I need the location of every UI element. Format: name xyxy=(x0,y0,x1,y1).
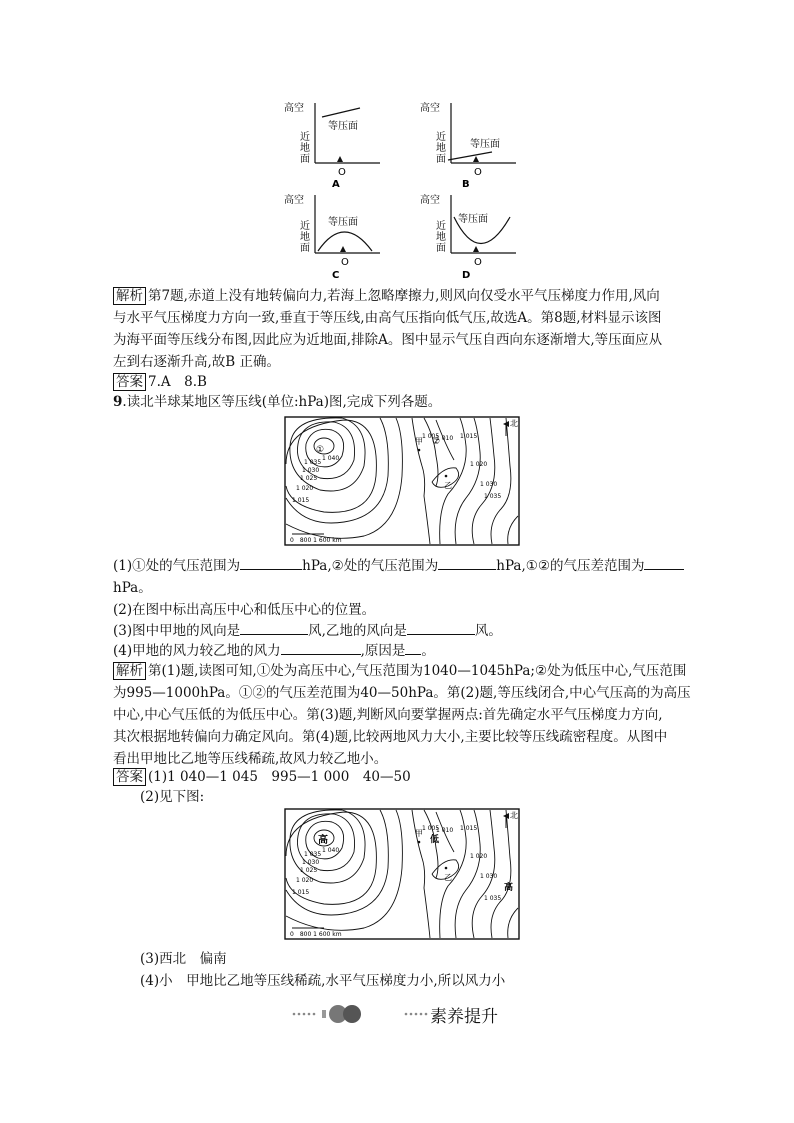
diagram-d-high: 高空 xyxy=(420,195,440,206)
scale-label: 0 800 1 600 km xyxy=(290,931,342,938)
q9-1-text: hPa,②处的气压范围为 xyxy=(302,558,439,574)
diagram-d-isobar: 等压面 xyxy=(458,214,488,225)
diagram-c-origin: O xyxy=(341,257,349,268)
question-9-stem xyxy=(113,391,441,413)
diagram-c-near3: 面 xyxy=(300,243,310,254)
q9-4-text: (4)甲地的风力较乙地的风力 xyxy=(113,643,281,659)
isobar-label: 1 005 xyxy=(422,433,440,440)
isobar-label: 1 035 xyxy=(484,895,502,902)
q9-4 xyxy=(113,640,435,662)
answer-line: (1)1 040—1 045 995—1 000 40—50 xyxy=(148,769,411,785)
diagram-a-high: 高空 xyxy=(284,103,304,114)
isobar-label: 1 010 xyxy=(436,827,454,834)
isobar-label: 1 030 xyxy=(302,467,320,474)
diagram-d-near3: 面 xyxy=(436,243,446,254)
diagram-a-origin: O xyxy=(338,167,346,178)
analysis-line: 看出甲地比乙地等压线稀疏,故风力较乙地小。 xyxy=(113,751,388,767)
diagram-b-isobar: 等压面 xyxy=(470,139,500,150)
q9-1-end: hPa。 xyxy=(113,580,152,596)
isobar-label: 1 005 xyxy=(422,825,440,832)
q9-4-text: 。 xyxy=(421,643,435,659)
diagram-b-near1: 近 xyxy=(436,132,446,143)
yi-label: 乙 xyxy=(444,873,452,882)
analysis-line: 第(1)题,读图可知,①处为高压中心,气压范围为1040—1045hPa;②处为低压中心,气压范围 xyxy=(148,663,687,679)
analysis-line: 为995—1000hPa。①②的气压差范围为40—50hPa。第(2)题,等压线闭合,中心气压高的为高压 xyxy=(113,685,691,701)
diagram-d-near1: 近 xyxy=(436,221,446,232)
q9-1-text: (1)①处的气压范围为 xyxy=(113,558,241,574)
analysis-line: 为海平面等压线分布图,因此应为近地面,排除A。图中显示气压自西向东逐渐增大,等压面应从 xyxy=(113,332,663,348)
diagram-c-label: C xyxy=(332,270,340,280)
analysis-tag: 解析 xyxy=(113,287,146,305)
marker-1: ① xyxy=(316,445,325,455)
diagram-b-origin: O xyxy=(474,167,482,178)
diagram-c-isobar: 等压面 xyxy=(328,217,358,228)
isobar-map-question xyxy=(284,416,520,546)
analysis-line: 左到右逐渐升高,故B 正确。 xyxy=(113,354,281,370)
q9-3-text: 风。 xyxy=(474,623,502,639)
yi-label: 乙 xyxy=(444,481,452,490)
q9-3-text: (3)图中甲地的风向是 xyxy=(113,623,241,639)
analysis-9 xyxy=(113,660,693,770)
diagram-b-label: B xyxy=(462,179,470,190)
analysis-line: 第7题,赤道上没有地转偏向力,若海上忽略摩擦力,则风向仅受水平气压梯度力作用,风向 xyxy=(148,288,660,304)
answer-9-2: (2)见下图: xyxy=(140,789,205,805)
isobar-label: 1 015 xyxy=(460,825,478,832)
diagram-b-near2: 地 xyxy=(436,143,446,154)
isobar-label: 1 030 xyxy=(480,481,498,488)
answer-blank[interactable] xyxy=(240,555,302,570)
q9-3-text: 风,乙地的风向是 xyxy=(308,623,407,639)
diagram-a-near2: 地 xyxy=(300,143,310,154)
isobar-label: 1 020 xyxy=(470,461,488,468)
isobar-diagrams xyxy=(280,95,520,280)
isobar-label: 1 025 xyxy=(300,867,318,874)
diagram-d-near2: 地 xyxy=(436,232,446,243)
isobar-map-answer xyxy=(284,808,520,940)
answer-blank[interactable] xyxy=(405,640,421,655)
q9-1-text: hPa,①②的气压差范围为 xyxy=(496,558,645,574)
isobar-label: 1 040 xyxy=(322,847,340,854)
marker-2: ② xyxy=(432,437,441,447)
isobar-label: 1 015 xyxy=(292,497,310,504)
diagram-c xyxy=(284,193,380,280)
isobar-label: 1 015 xyxy=(460,433,478,440)
diagram-c-near1: 近 xyxy=(300,221,310,232)
answer-9-4: (4)小 甲地比乙地等压线稀疏,水平气压梯度力小,所以风力小 xyxy=(140,973,506,989)
isobar-label: 1 030 xyxy=(302,859,320,866)
isobar-label: 1 035 xyxy=(304,851,322,858)
diagram-a-isobar: 等压面 xyxy=(328,121,358,132)
isobar-label: 1 025 xyxy=(300,475,318,482)
diagram-c-high: 高空 xyxy=(284,195,304,206)
isobar-label: 1 030 xyxy=(480,873,498,880)
isobar-label: 1 020 xyxy=(470,853,488,860)
diagram-d xyxy=(420,193,516,280)
question-number: 9 xyxy=(113,394,123,410)
isobar-label: 1 035 xyxy=(304,459,322,466)
diagram-a xyxy=(284,101,380,190)
q9-2: (2)在图中标出高压中心和低压中心的位置。 xyxy=(113,602,376,618)
answer-blank[interactable] xyxy=(240,620,308,635)
answer-9 xyxy=(113,766,411,788)
isobar-label: 1 010 xyxy=(436,435,454,442)
diagram-a-near3: 面 xyxy=(300,154,310,165)
q9-4-text: ,原因是 xyxy=(360,643,406,659)
diagram-b-near3: 面 xyxy=(436,154,446,165)
diagram-c-near2: 地 xyxy=(300,232,310,243)
isobar-label: 1 015 xyxy=(292,889,310,896)
diagram-b xyxy=(420,101,516,190)
answer-blank[interactable] xyxy=(407,620,475,635)
analysis-78 xyxy=(113,285,693,373)
analysis-line: 与水平气压梯度力方向一致,垂直于等压线,由高气压指向低气压,故选A。第8题,材料显示该图 xyxy=(113,310,662,326)
diagram-a-near1: 近 xyxy=(300,132,310,143)
answer-blank[interactable] xyxy=(438,555,496,570)
jia-label: 甲 xyxy=(415,829,423,838)
answer-text: 7.A 8.B xyxy=(148,374,207,390)
high-center-label: 高 xyxy=(318,835,328,846)
isobar-label: 1 020 xyxy=(296,485,314,492)
diagram-d-label: D xyxy=(462,270,471,280)
high-center-label-east: 高 xyxy=(504,883,514,893)
section-title: 素养提升 xyxy=(430,1007,498,1027)
isobar-label: 1 020 xyxy=(296,877,314,884)
q9-3 xyxy=(113,620,502,642)
diagram-d-origin: O xyxy=(474,257,482,268)
diagram-b-high: 高空 xyxy=(420,103,440,114)
answer-blank[interactable] xyxy=(281,640,361,655)
answer-tag: 答案 xyxy=(113,373,146,391)
analysis-tag: 解析 xyxy=(113,662,146,680)
scale-label: 0 800 1 600 km xyxy=(290,537,342,544)
low-center-label: 低 xyxy=(430,835,440,845)
north-label: 北 xyxy=(510,811,518,820)
analysis-line: 其次根据地转偏向力确定风向。第(4)题,比较两地风力大小,主要比较等压线疏密程度。从图中 xyxy=(113,729,668,745)
diagram-a-label: A xyxy=(332,179,340,190)
north-label: 北 xyxy=(510,419,518,428)
isobar-label: 1 040 xyxy=(322,455,340,462)
answer-9-3: (3)西北 偏南 xyxy=(140,951,227,967)
question-stem: .读北半球某地区等压线(单位:hPa)图,完成下列各题。 xyxy=(122,394,442,410)
jia-label: 甲 xyxy=(415,437,423,446)
answer-78 xyxy=(113,371,207,393)
answer-tag: 答案 xyxy=(113,768,146,786)
answer-blank[interactable] xyxy=(644,555,684,570)
section-header xyxy=(290,1000,520,1028)
analysis-line: 中心,中心气压低的为低压中心。第(3)题,判断风向要掌握两点:首先确定水平气压梯度力方向, xyxy=(113,707,663,723)
q9-1 xyxy=(113,555,684,577)
isobar-label: 1 035 xyxy=(484,493,502,500)
